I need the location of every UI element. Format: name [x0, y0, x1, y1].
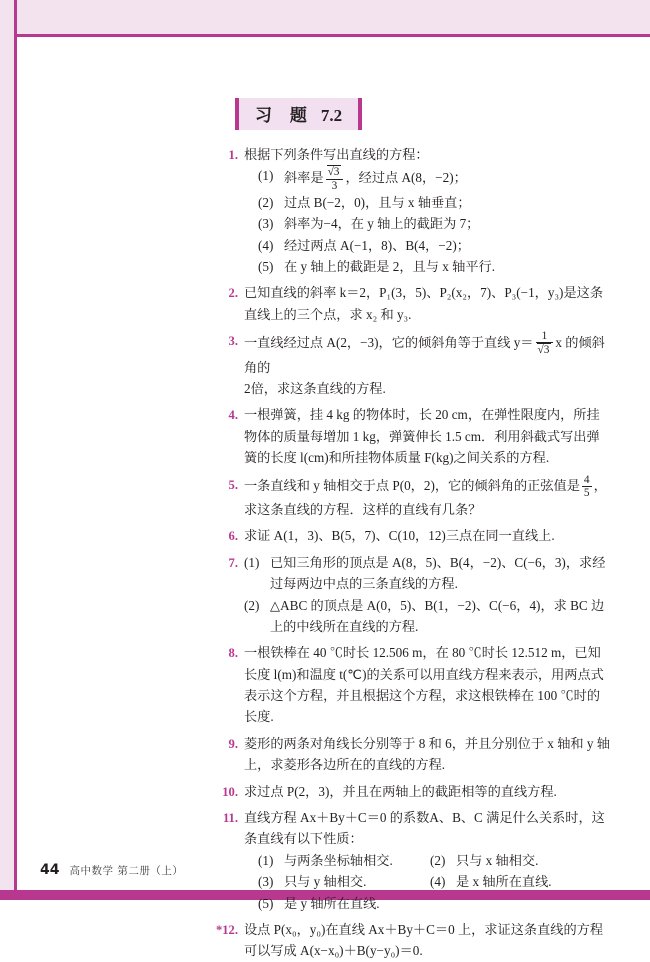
exercise-marker: 1.: [228, 148, 238, 162]
sub-label: (1): [244, 554, 260, 570]
sub-text: 经过两点 A(−1，8)、B(4，−2)；: [284, 237, 470, 253]
exercise-stem: 求证 A(1，3)、B(5，7)、C(10，12)三点在同一直线上.: [244, 528, 555, 544]
fraction-numerator: √3: [327, 166, 340, 179]
sub-label: (3): [258, 874, 274, 890]
sub-row-pair: [258, 893, 612, 914]
sub-item: [258, 893, 430, 914]
fraction-numerator: 4: [583, 473, 590, 486]
sub-row-pair: [258, 850, 612, 871]
exercise-marker: 4.: [228, 408, 238, 423]
exercise-marker: 10.: [222, 784, 238, 799]
sub-label: (2): [244, 597, 260, 613]
sub-item: [244, 595, 612, 638]
exercise-stem: 根据下列条件写出直线的方程：: [244, 147, 429, 162]
fraction: [536, 330, 554, 357]
sub-item: [258, 850, 430, 871]
sub-label: (3): [258, 216, 274, 232]
exercise-stem-mid: x 的倾斜角的: [244, 335, 605, 375]
sub-label: (5): [258, 895, 274, 911]
exercise-marker: 6.: [228, 529, 238, 544]
section-header: [235, 98, 362, 130]
exercise-stem: 一根铁棒在 40 ℃时长 12.506 m，在 80 ℃时长 12.512 m，已知长度 l(m)和温度 t(℃)的关系可以用直线方程来表示，用两点式表示这个方程，并且根据这个方程，求这根铁棒在 100 ℃时的长度.: [244, 645, 604, 725]
exercise-marker: 5.: [228, 477, 238, 492]
fraction-denominator: 5: [583, 486, 590, 499]
sub-text: 过点 B(−2，0)，且与 x 轴垂直；: [284, 194, 471, 210]
sub-item: [258, 871, 430, 892]
exercise-item: [212, 282, 612, 325]
sub-label: (4): [430, 874, 446, 890]
exercise-stem: 设点 P(x₀，y₀)在直线 Ax＋By＋C＝0 上，求证这条直线的方程可以写成 A(x−x₀)＋B(y−y₀)＝0.: [244, 921, 604, 959]
sub-text-pre: 斜率是: [284, 170, 324, 186]
exercise-marker: 7.: [228, 555, 238, 570]
exercise-list: [212, 144, 612, 962]
exercise-stem: 直线方程 Ax＋By＋C＝0 的系数A、B、C 满足什么关系时，这条直线有以下性质：: [244, 810, 605, 847]
sub-label: (2): [258, 194, 274, 210]
exercise-item: [212, 330, 612, 399]
exercise-item: [212, 474, 612, 521]
page-footer: [40, 862, 183, 878]
sub-item: [258, 256, 612, 277]
sub-text: 在 y 轴上的截距是 2，且与 x 轴平行.: [284, 259, 495, 275]
exercise-marker: *12.: [215, 922, 238, 937]
sub-label: (5): [258, 259, 274, 275]
exercise-stem-pre: 一直线经过点 A(2，−3)，它的倾斜角等于直线 y＝: [244, 335, 534, 351]
page-left-border: [0, 0, 17, 900]
exercise-stem: 菱形的两条对角线长分别等于 8 和 6，并且分别位于 x 轴和 y 轴上，求菱形各边所在的直线的方程.: [244, 735, 610, 773]
sub-item: [430, 850, 612, 871]
page-number: 44: [40, 862, 60, 878]
sub-text: 只与 x 轴相交.: [456, 852, 539, 868]
fraction-denominator: √3: [537, 344, 550, 357]
sub-item: [244, 552, 612, 595]
exercise-item: [212, 525, 612, 546]
exercise-marker: 11.: [222, 811, 238, 825]
sub-label: (1): [258, 168, 274, 184]
sub-text: 是 y 轴所在直线.: [284, 895, 380, 911]
sub-text: △ABC 的顶点是 A(0，5)、B(1，−2)、C(−6，4)，求 BC 边上的中线所在直线的方程.: [270, 597, 605, 634]
sub-item: [258, 235, 612, 256]
exercise-item: [212, 642, 612, 728]
exercise-marker: 8.: [228, 646, 238, 661]
sub-item: [430, 871, 612, 892]
sub-text-post: ，经过点 A(8，−2)；: [345, 170, 467, 186]
sub-item: [258, 192, 612, 213]
fraction: [582, 474, 592, 500]
exercise-marker: 2.: [228, 286, 238, 301]
sub-row-pair: [258, 871, 612, 892]
sub-text: 是 x 轴所在直线.: [456, 874, 552, 890]
exercise-item: [212, 781, 612, 802]
exercise-item: [212, 404, 612, 468]
exercise-item: [212, 807, 612, 914]
exercise-item: [212, 552, 612, 638]
exercise-stem: 求过点 P(2，3)，并且在两轴上的截距相等的直线方程.: [244, 783, 557, 799]
sub-label: (4): [258, 237, 274, 253]
fraction-numerator: 1: [541, 330, 548, 343]
exercise-marker: 9.: [228, 736, 238, 751]
exercise-item: [212, 919, 612, 962]
sub-item: [258, 165, 612, 192]
sub-text: 斜率为−4，在 y 轴上的截距为 7；: [284, 216, 480, 232]
exercise-item: [212, 144, 612, 277]
sub-text: 与两条坐标轴相交.: [284, 852, 393, 868]
sub-label: (1): [258, 852, 274, 868]
exercise-stem: 一根弹簧，挂 4 kg 的物体时，长 20 cm，在弹性限度内，所挂物体的质量每增加 1 kg，弹簧伸长 1.5 cm．利用斜截式写出弹簧的长度 l(cm)和所挂物体质量 F(kg)之间关系的方程.: [244, 407, 600, 466]
sub-text: 只与 y 轴相交.: [284, 874, 367, 890]
sub-item: [258, 213, 612, 234]
exercise-item: [212, 733, 612, 776]
sub-text: [284, 165, 612, 192]
exercise-stem: 已知直线的斜率 k＝2，P₁(3，5)、P₂(x₂，7)、P₃(−1，y₃)是这条直线上的三个点，求 x₂ 和 y₃.: [244, 285, 604, 322]
section-title: 习 题: [255, 106, 313, 126]
sub-text: 已知三角形的顶点是 A(8，5)、B(4，−2)、C(−6，3)，求经过每两边中点的三条直线的方程.: [270, 554, 606, 592]
exercise-stem-post: 2倍，求这条直线的方程.: [244, 381, 386, 397]
exercise-marker: 3.: [228, 334, 238, 349]
book-title: 高中数学 第二册（上）: [69, 865, 184, 877]
page-top-border: [0, 0, 650, 37]
section-number: 7.2: [320, 106, 343, 125]
exercise-stem-pre: 一条直线和 y 轴相交于点 P(0，2)，它的倾斜角的正弦值是: [244, 477, 580, 493]
fraction: [326, 165, 344, 192]
exercise-stem-post: ，求这条直线的方程．这样的直线有几条？: [244, 477, 607, 518]
fraction-denominator: 3: [326, 179, 344, 192]
sub-label: (2): [430, 852, 446, 868]
